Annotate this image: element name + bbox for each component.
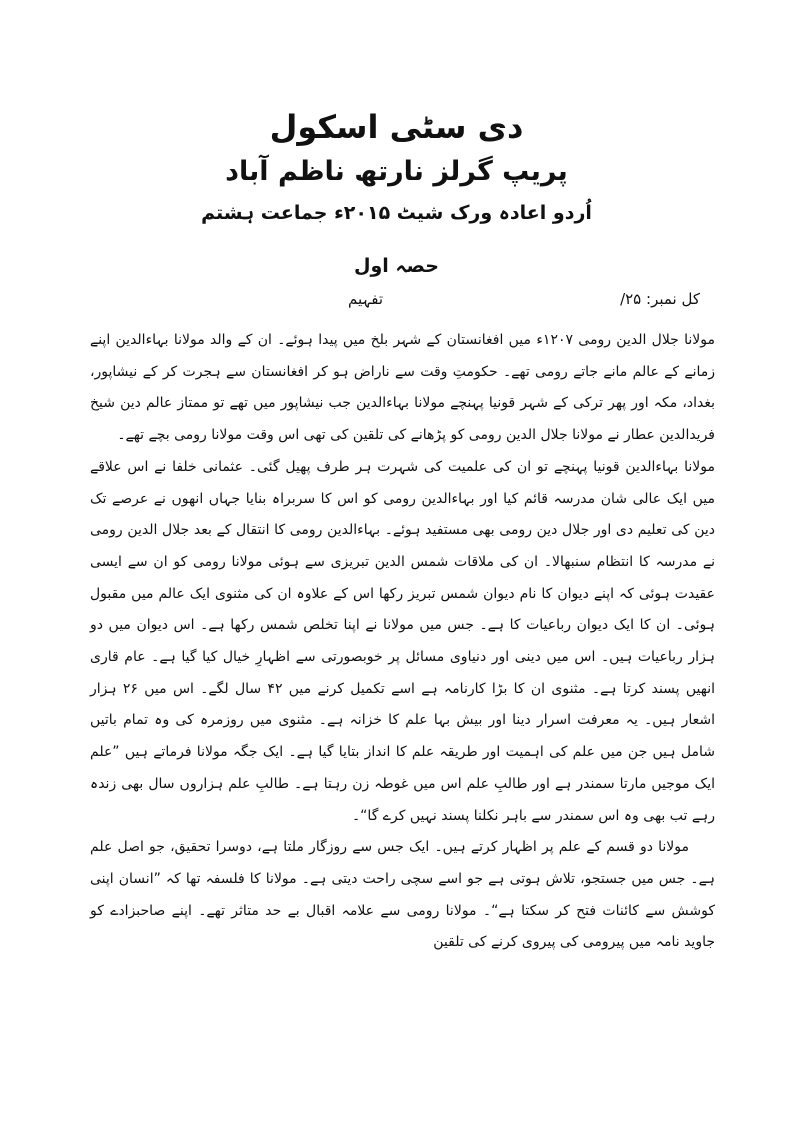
task-heading: تفہیم — [348, 290, 384, 308]
comprehension-passage — [90, 325, 715, 959]
worksheet-title: اُردو اعادہ ورک شیٹ ۲۰۱۵ء جماعت ہشتم — [201, 202, 592, 224]
section-title: حصہ اول — [354, 255, 439, 277]
meta-row — [100, 290, 700, 316]
passage-paragraph-2: مولانا بہاءالدین قونیا پہنچے تو ان کی علمیت کی شہرت ہر طرف پھیل گئی۔ عثمانی خلفا نے اس علاقے میں ایک عالی شان مدرسہ قائم کیا اور بہاءالدین رومی کو اس کا سربراہ بنایا جہاں انھوں نے عرصے تک دین کی تعلیم دی اور جلال دین رومی بھی مستفید ہوئے۔ بہاءالدین رومی کا انتقال کے بعد جلال الدین رومی نے مدرسہ کا انتظام سنبھالا۔ ان کی ملاقات شمس الدین تبریزی سے ہوئی مولانا رومی کو ان سے ایسی عقیدت ہوئی کہ اپنے دیوان کا نام دیوان شمس تبریز رکھا اس کے علاوہ ان کی مثنوی ایک عالم میں مقبول ہوئی۔ ان کا ایک دیوان رباعیات کا ہے۔ جس میں مولانا نے اپنا تخلص شمس رکھا ہے۔ اس دیوان میں دو ہزار رباعیات ہیں۔ اس میں دینی اور دنیاوی مسائل پر خوبصورتی سے اظہارِ خیال کیا گیا ہے۔ عام قاری انھیں پسند کرتا ہے۔ مثنوی ان کا بڑا کارنامہ ہے اسے تکمیل کرنے میں ۴۲ سال لگے۔ اس میں ۲۶ ہزار اشعار ہیں۔ یہ معرفت اسرار دینا اور بیش بہا علم کا خزانہ ہے۔ مثنوی میں روزمرہ کی وہ تمام باتیں شامل ہیں جن میں علم کی اہمیت اور طریقہ علم کا انداز بتایا گیا ہے۔ ایک جگہ مولانا فرماتے ہیں ”علم ایک موجیں مارتا سمندر ہے اور طالبِ علم اس میں غوطہ زن رہتا ہے۔ طالبِ علم ہزاروں سال بھی زندہ رہے تب بھی وہ اس سمندر سے باہر نکلنا پسند نہیں کرے گا“۔ — [90, 458, 715, 824]
total-marks: کل نمبر: ۲۵/ — [620, 290, 700, 308]
branch-name: پریپ گرلز نارتھ ناظم آباد — [225, 156, 568, 187]
passage-paragraph-3: مولانا دو قسم کے علم پر اظہار کرتے ہیں۔ ایک جس سے روزگار ملتا ہے، دوسرا تحقیق، جو اصل علم ہے۔ جس میں جستجو، تلاش ہوتی ہے جو اسے سچی راحت دیتی ہے۔ مولانا کا فلسفہ تھا کہ ”انسان اپنی کوشش سے کائنات فتح کر سکتا ہے“۔ مولانا رومی سے علامہ اقبال بے حد متاثر تھے۔ اپنے صاحبزادے کو جاوید نامہ میں پیرومی کی پیروی کرنے کی تلقین — [90, 839, 715, 951]
school-name: دی سٹی اسکول — [269, 108, 524, 146]
passage-paragraph-1: مولانا جلال الدین رومی ۱۲۰۷ء میں افغانستان کے شہر بلخ میں پیدا ہوئے۔ ان کے والد مولانا بہاءالدین اپنے زمانے کے عالم مانے جاتے رومی تھے۔ حکومتِ وقت سے ناراض ہو کر افغانستان سے ہجرت کر کے نیشاپور، بغداد، مکہ اور پھر ترکی کے شہر قونیا پہنچے مولانا بہاءالدین جب نیشاپور میں تھے تو ممتاز عالم دین شیخ فریدالدین عطار نے مولانا جلال الدین رومی کو پڑھانے کی تلقین کی تھی اس وقت مولانا رومی بچے تھے۔ — [90, 332, 716, 444]
